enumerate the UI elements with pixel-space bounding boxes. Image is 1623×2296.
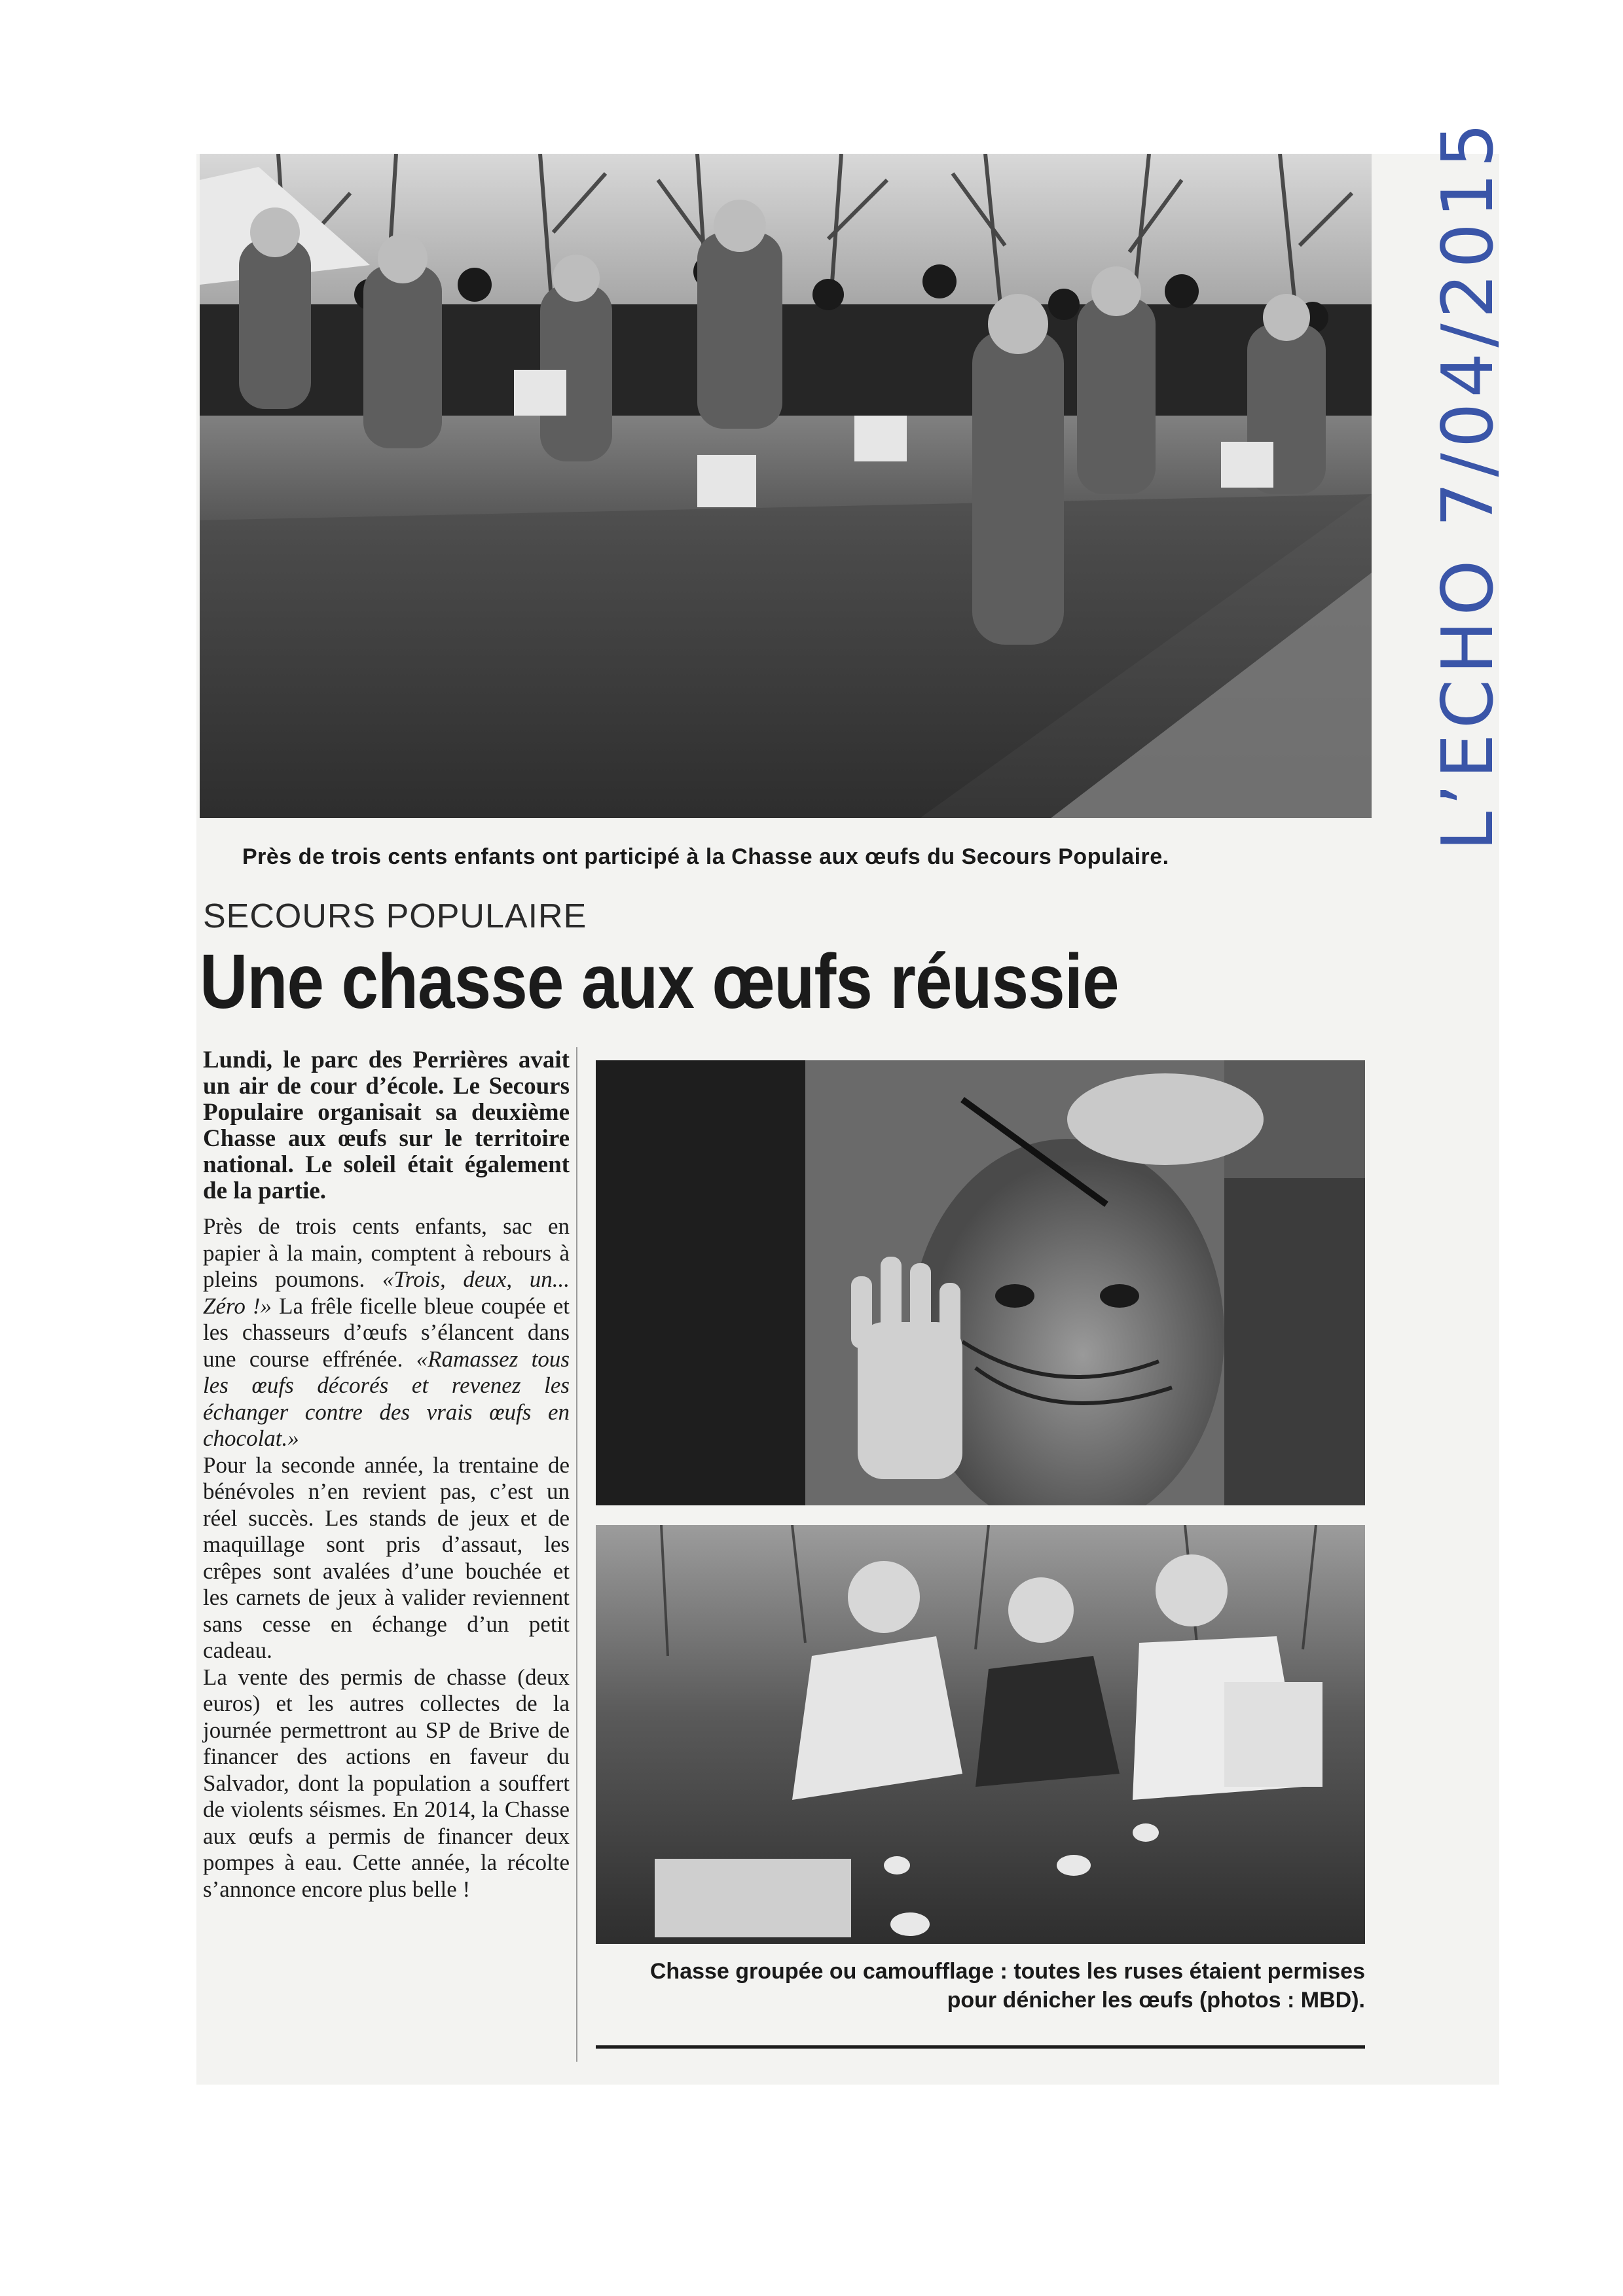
article-paragraph-1 bbox=[203, 1213, 570, 1452]
quote-countdown: «Trois, deux, un... Zéro !» bbox=[203, 1266, 570, 1319]
quote-instructions: «Ramassez tous les œufs décorés et revenez les échanger contre des vrais œufs en chocolat.» bbox=[203, 1346, 570, 1451]
section-kicker: SECOURS POPULAIRE bbox=[203, 897, 587, 935]
article-body bbox=[203, 1047, 570, 1903]
article-headline: Une chasse aux œufs réussie bbox=[200, 939, 1119, 1025]
photo-face-painting bbox=[596, 1060, 1365, 1505]
photo-children-running bbox=[200, 154, 1372, 818]
article-lede: Lundi, le parc des Perrières avait un air de cour d’école. Le Secours Populaire organisait sa deuxième Chasse aux œufs sur le territoire national. Le soleil était également de la partie. bbox=[203, 1047, 570, 1204]
bottom-rule bbox=[596, 2045, 1365, 2049]
photo-kids-searching bbox=[596, 1525, 1365, 1944]
photo-caption-secondary: Chasse groupée ou camoufflage : toutes les ruses étaient permises pour dénicher les œufs (photos : MBD). bbox=[649, 1959, 1365, 2013]
paragraph-text: Près de trois cents enfants, sac en papier à la main, comptent à rebours à pleins poumons. bbox=[203, 1213, 570, 1292]
column-divider bbox=[576, 1047, 577, 2062]
article-paragraph-2: Pour la seconde année, la trentaine de bénévoles n’en revient pas, c’est un réel succès. Les stands de jeux et de maquillage sont pris d’assaut, les crêpes sont avalées d’une bouchée et les carnets de jeux à valider reviennent sans cesse en échange d’un petit cadeau. bbox=[203, 1452, 570, 1663]
photo-caption-main: Près de trois cents enfants ont participé à la Chasse aux œufs du Secours Populaire. bbox=[242, 844, 1169, 869]
article-paragraph-3: La vente des permis de chasse (deux euros) et les autres collectes de la journée permettront au SP de Brive de financer des actions en faveur du Salvador, dont la population a souffert de violents séismes. En 2014, la Chasse aux œufs a permis de financer deux pompes à eau. Cette année, la récolte s’annonce encore plus belle ! bbox=[203, 1664, 570, 1902]
handwritten-source-date: L’ECHO 7/04/2015 bbox=[1427, 117, 1509, 851]
paragraph-text: La frêle ficelle bleue coupée et les chasseurs d’œufs s’élancent dans une course effrénée. bbox=[203, 1293, 570, 1372]
